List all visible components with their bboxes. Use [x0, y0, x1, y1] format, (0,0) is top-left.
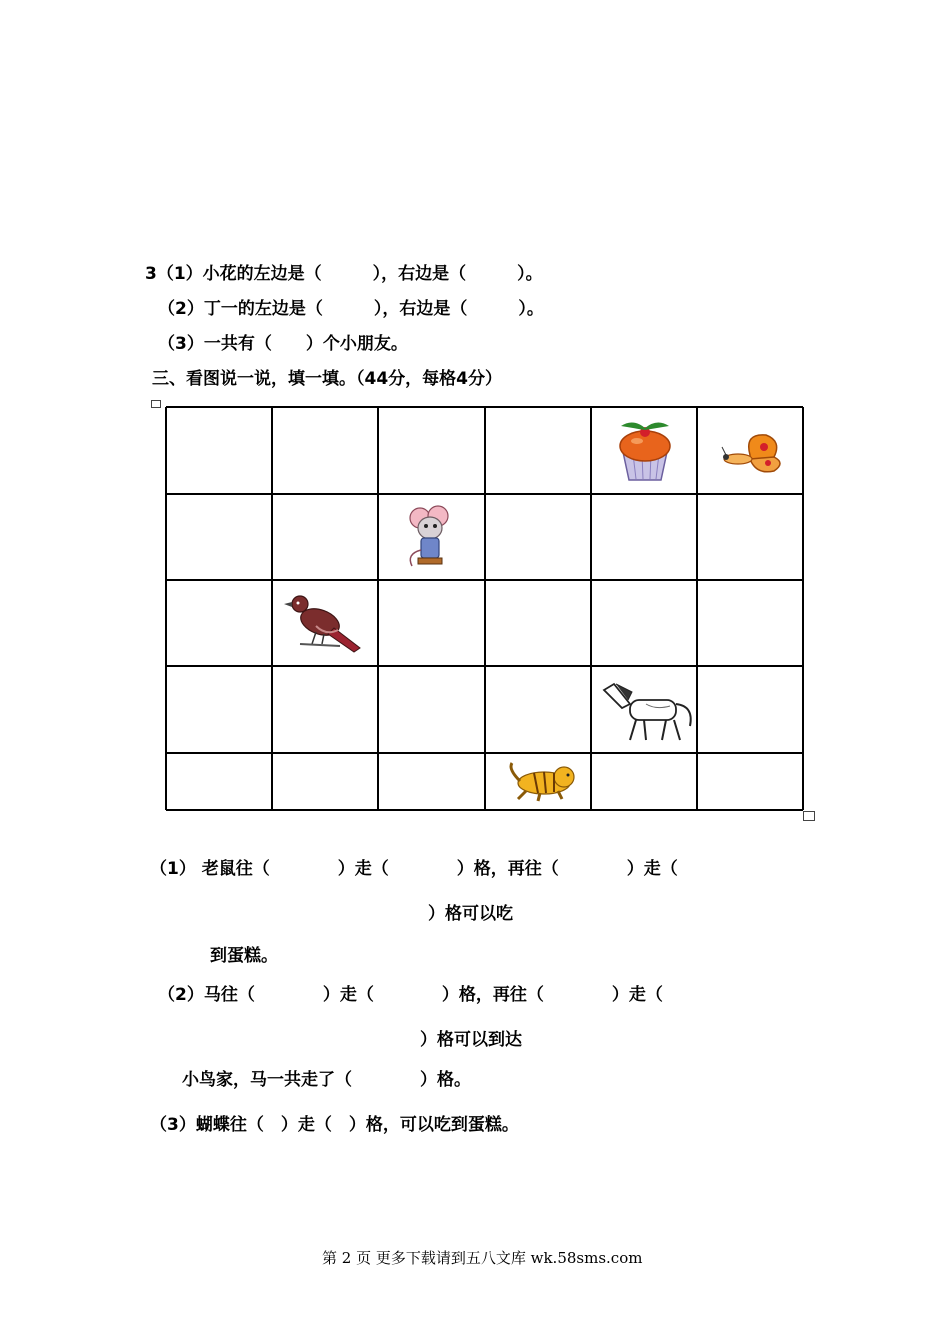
question-3-1: 3（1）小花的左边是（ ），右边是（ ）。 — [145, 264, 543, 284]
blank-question-1-line-1: （1） 老鼠往（ ）走（ ）格，再往（ ）走（ — [150, 859, 678, 879]
question-3-3: （3）一共有（ ）个小朋友。 — [158, 334, 408, 354]
table-handle-top-left — [151, 400, 161, 408]
table-resize-handle[interactable] — [803, 811, 815, 821]
section-3-heading: 三、看图说一说，填一填。（44分，每格4分） — [152, 369, 502, 389]
blank-question-2-line-3: 小鸟家，马一共走了（ ）格。 — [182, 1070, 471, 1090]
blank-question-1-line-3: 到蛋糕。 — [210, 946, 278, 966]
blank-question-2-line-2: ）格可以到达 — [420, 1030, 522, 1050]
mouse-picture — [410, 506, 448, 566]
cake-picture — [620, 422, 670, 480]
tiger-picture — [511, 763, 574, 801]
blank-question-3: （3）蝴蝶往（ ）走（ ）格，可以吃到蛋糕。 — [150, 1115, 519, 1135]
question-3-2: （2）丁一的左边是（ ），右边是（ ）。 — [158, 299, 544, 319]
bird-picture — [284, 596, 360, 652]
page-footer: 第 2 页 更多下载请到五八文库 wk.58sms.com — [322, 1249, 643, 1267]
horse-picture — [604, 684, 691, 740]
butterfly-picture — [722, 435, 780, 472]
blank-question-2-line-1: （2）马往（ ）走（ ）格，再往（ ）走（ — [158, 985, 663, 1005]
blank-question-1-line-2: ）格可以吃 — [428, 904, 513, 924]
grid-lines — [166, 407, 803, 810]
